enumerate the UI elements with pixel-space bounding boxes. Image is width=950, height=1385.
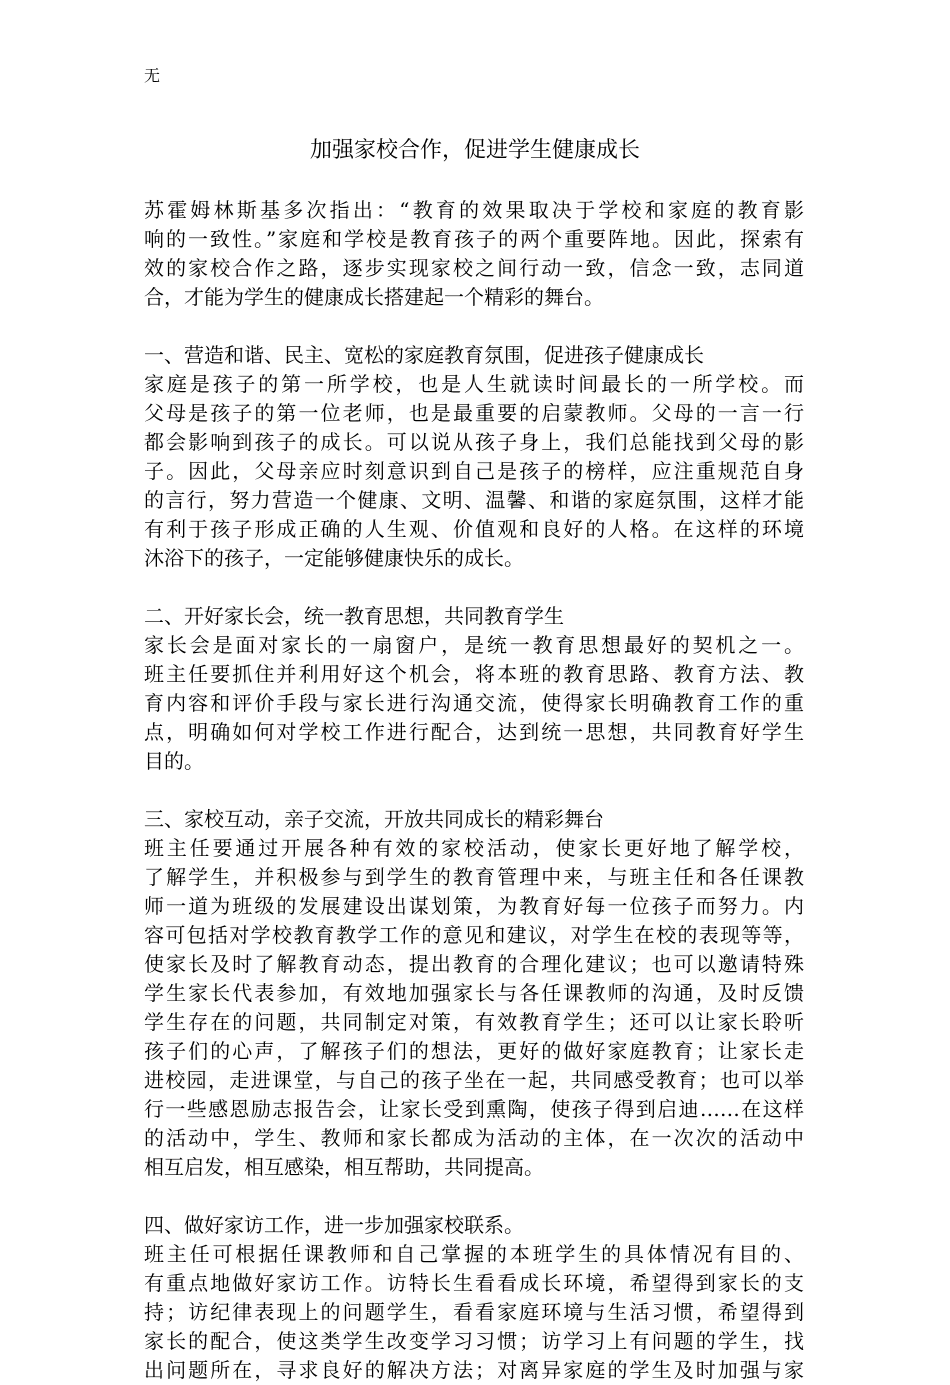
document-body [144, 196, 804, 1385]
text-line: 育内容和评价手段与家长进行沟通交流，使得家长明确教育工作的重 [144, 691, 804, 715]
text-line: 容可包括对学校教育教学工作的意见和建议，对学生在校的表现等等， [144, 923, 804, 947]
text-line: 响的一致性。”家庭和学校是教育孩子的两个重要阵地。因此，探索有 [144, 227, 804, 251]
text-line: 学生家长代表参加，有效地加强家长与各任课教师的沟通，及时反馈 [144, 981, 804, 1005]
text-line: 合，才能为学生的健康成长搭建起一个精彩的舞台。 [144, 285, 604, 309]
text-line: 家长的配合，使这类学生改变学习习惯；访学习上有问题的学生，找 [144, 1329, 804, 1353]
text-line: 学生存在的问题，共同制定对策，有效教育学生；还可以让家长聆听 [144, 1010, 804, 1034]
section-heading: 三、家校互动，亲子交流，开放共同成长的精彩舞台 [144, 807, 604, 831]
text-line: 相互启发，相互感染，相互帮助，共同提高。 [144, 1155, 544, 1179]
document-title: 加强家校合作，促进学生健康成长 [309, 138, 640, 163]
text-line: 持；访纪律表现上的问题学生，看看家庭环境与生活习惯，希望得到 [144, 1300, 804, 1324]
text-line: 家庭是孩子的第一所学校，也是人生就读时间最长的一所学校。而 [144, 372, 804, 396]
paragraph-spacer [144, 776, 804, 805]
text-line: 家长会是面对家长的一扇窗户，是统一教育思想最好的契机之一。 [144, 633, 804, 657]
text-line: 有利于孩子形成正确的人生观、价值观和良好的人格。在这样的环境 [144, 517, 804, 541]
section-heading: 二、开好家长会，统一教育思想，共同教育学生 [144, 604, 564, 628]
text-line: 沐浴下的孩子，一定能够健康快乐的成长。 [144, 546, 524, 570]
text-line: 班主任要通过开展各种有效的家校活动，使家长更好地了解学校， [144, 836, 804, 860]
text-line: 班主任可根据任课教师和自己掌握的本班学生的具体情况有目的、 [144, 1242, 804, 1266]
section-4 [144, 1211, 804, 1385]
section-1 [144, 341, 804, 573]
text-line: 出问题所在，寻求良好的解决方法；对离异家庭的学生及时加强与家 [144, 1358, 804, 1382]
paragraph-spacer [144, 1182, 804, 1211]
section-3 [144, 805, 804, 1182]
text-line: 的言行，努力营造一个健康、文明、温馨、和谐的家庭氛围，这样才能 [144, 488, 804, 512]
paragraph-spacer [144, 573, 804, 602]
text-line: 使家长及时了解教育动态，提出教育的合理化建议；也可以邀请特殊 [144, 952, 804, 976]
text-line: 父母是孩子的第一位老师，也是最重要的启蒙教师。父母的一言一行 [144, 401, 804, 425]
header-mark: 无 [144, 66, 161, 85]
text-line: 进校园，走进课堂，与自己的孩子坐在一起，共同感受教育；也可以举 [144, 1068, 804, 1092]
text-line: 有重点地做好家访工作。访特长生看看成长环境，希望得到家长的支 [144, 1271, 804, 1295]
text-line: 目的。 [144, 749, 204, 773]
text-line: 都会影响到孩子的成长。可以说从孩子身上，我们总能找到父母的影 [144, 430, 804, 454]
text-line: 效的家校合作之路，逐步实现家校之间行动一致，信念一致，志同道 [144, 256, 804, 280]
text-line: 苏霍姆林斯基多次指出：“教育的效果取决于学校和家庭的教育影 [144, 198, 804, 222]
text-line: 了解学生，并积极参与到学生的教育管理中来，与班主任和各任课教 [144, 865, 804, 889]
text-line: 行一些感恩励志报告会，让家长受到熏陶，使孩子得到启迪……在这样 [144, 1097, 804, 1121]
paragraph-spacer [144, 312, 804, 341]
intro-paragraph [144, 196, 804, 312]
section-heading: 四、做好家访工作，进一步加强家校联系。 [144, 1213, 524, 1237]
text-line: 点，明确如何对学校工作进行配合，达到统一思想，共同教育好学生 [144, 720, 804, 744]
text-line: 的活动中，学生、教师和家长都成为活动的主体，在一次次的活动中 [144, 1126, 804, 1150]
text-line: 子。因此，父母亲应时刻意识到自己是孩子的榜样，应注重规范自身 [144, 459, 804, 483]
text-line: 师一道为班级的发展建设出谋划策，为教育好每一位孩子而努力。内 [144, 894, 804, 918]
text-line: 班主任要抓住并利用好这个机会，将本班的教育思路、教育方法、教 [144, 662, 804, 686]
section-2 [144, 602, 804, 776]
text-line: 孩子们的心声，了解孩子们的想法，更好的做好家庭教育；让家长走 [144, 1039, 804, 1063]
section-heading: 一、营造和谐、民主、宽松的家庭教育氛围，促进孩子健康成长 [144, 343, 704, 367]
